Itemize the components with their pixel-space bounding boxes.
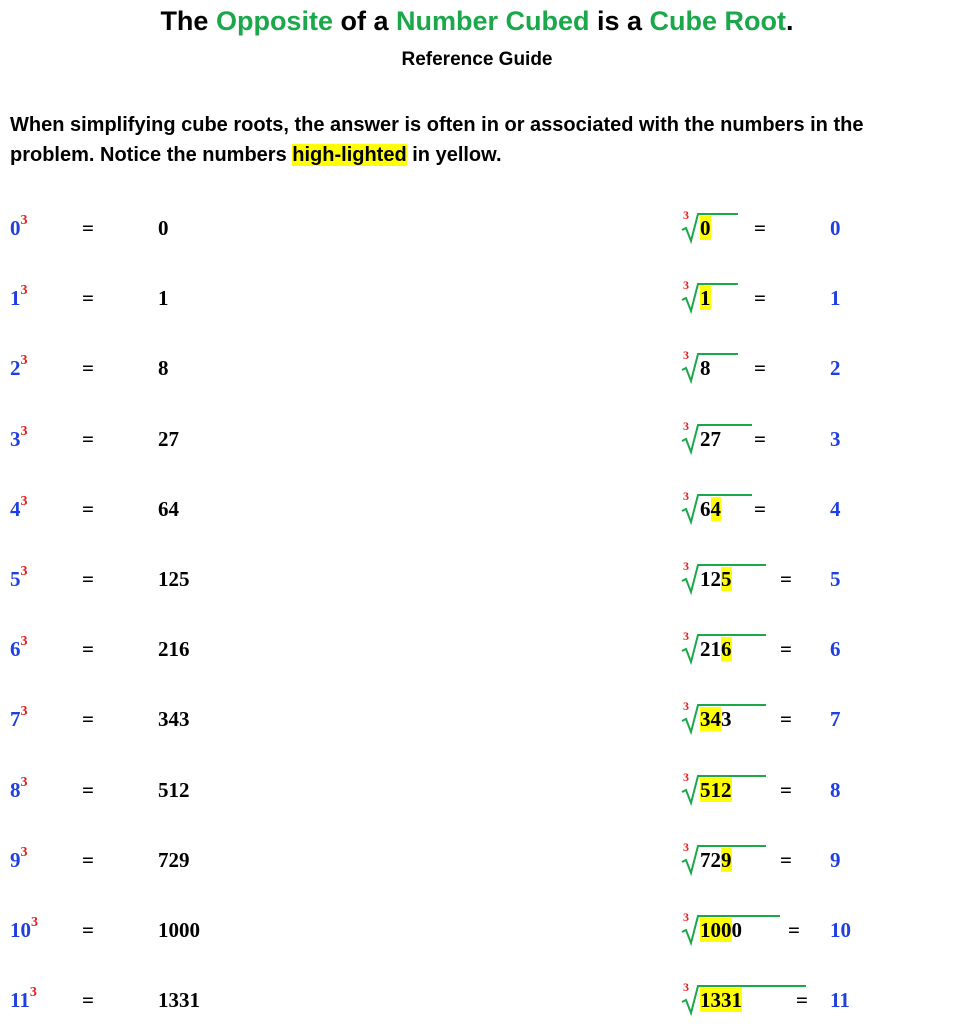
- radicand-plain-after: 0: [731, 918, 742, 942]
- table-row: [0, 208, 954, 256]
- cubed-expression: [10, 915, 38, 943]
- equals-sign: =: [754, 286, 766, 311]
- root-value: 9: [830, 847, 841, 872]
- cube-value: 0: [158, 216, 169, 240]
- cubed-expression: [10, 634, 28, 662]
- radicand-plain: 72: [700, 847, 721, 872]
- cubed-expression: [10, 493, 28, 522]
- radicand: [700, 427, 721, 452]
- base-number: 4: [10, 496, 21, 521]
- cube-value: 216: [158, 637, 190, 662]
- root-value: 10: [830, 918, 851, 942]
- exponent: 3: [20, 283, 28, 299]
- equals-sign: =: [82, 988, 94, 1013]
- exponent: 3: [20, 774, 28, 790]
- base-number: 5: [10, 567, 21, 591]
- radicand-highlight: 1331: [700, 988, 742, 1013]
- radicand: [700, 848, 732, 873]
- radicand: [700, 356, 711, 381]
- root-index: 3: [683, 418, 689, 433]
- radicand-highlight: 512: [700, 777, 732, 802]
- radicand-highlight: 100: [700, 918, 732, 942]
- cubed-expression: [10, 353, 28, 381]
- radicand-highlight: 5: [721, 567, 732, 591]
- equals-sign: =: [780, 567, 792, 591]
- root-value: 0: [830, 216, 841, 240]
- root-index: 3: [683, 488, 689, 503]
- equals-sign: =: [82, 637, 94, 662]
- cubed-expression: [10, 985, 37, 1013]
- table-row: [0, 559, 954, 607]
- exponent: 3: [20, 634, 28, 650]
- page-title: [0, 6, 954, 37]
- root-value: 1: [830, 286, 841, 311]
- equals-sign: =: [82, 356, 94, 381]
- page-subtitle: Reference Guide: [401, 49, 553, 70]
- root-index: 3: [683, 769, 689, 784]
- cubed-expression: [10, 774, 28, 803]
- radicand: [700, 216, 711, 241]
- base-number: 2: [10, 356, 21, 381]
- cube-value: 8: [158, 356, 169, 381]
- cube-value: 729: [158, 847, 190, 872]
- cube-value: 1331: [158, 988, 200, 1013]
- table-row: [0, 348, 954, 396]
- table-row: [0, 629, 954, 677]
- radicand-highlight: 4: [710, 496, 721, 521]
- root-value: 8: [830, 777, 841, 802]
- radicand-plain: 12: [700, 567, 721, 591]
- root-index: 3: [683, 208, 689, 222]
- radicand-highlight: 6: [721, 637, 732, 662]
- radicand-plain: 21: [700, 637, 721, 662]
- cube-value: 512: [158, 777, 190, 802]
- radicand: [700, 918, 742, 943]
- base-number: 10: [10, 918, 31, 942]
- exponent: 3: [20, 493, 28, 509]
- radicand-plain: 27: [700, 426, 721, 451]
- base-number: 3: [10, 426, 21, 451]
- cubed-expression: [10, 213, 28, 241]
- root-value: 2: [830, 356, 841, 381]
- cube-value: 1000: [158, 918, 200, 942]
- intro-highlight: high-lighted: [292, 144, 407, 166]
- exponent: 3: [29, 985, 37, 1001]
- root-index: 3: [683, 348, 689, 363]
- exponent: 3: [20, 704, 28, 720]
- radicand: [700, 286, 711, 311]
- exponent: 3: [20, 844, 28, 860]
- root-index: 3: [683, 559, 689, 573]
- title-part-3: of a: [332, 6, 396, 36]
- table-row: [0, 418, 954, 467]
- title-part-1: The: [160, 6, 216, 36]
- equals-sign: =: [754, 426, 766, 451]
- exponent: 3: [20, 213, 28, 228]
- radicand: [700, 567, 732, 592]
- cubed-expression: [10, 423, 28, 452]
- equals-sign: =: [754, 496, 766, 521]
- exponent: 3: [20, 564, 28, 579]
- root-value: 6: [830, 637, 841, 662]
- radicand-highlight: 34: [700, 707, 721, 732]
- equals-sign: =: [780, 777, 792, 802]
- intro-text-before: When simplifying cube roots, the answer is often in or associated with the numbers in the problem. Notice the numbers: [10, 114, 864, 166]
- exponent: 3: [20, 423, 28, 439]
- base-number: 0: [10, 216, 21, 240]
- equals-sign: =: [754, 356, 766, 381]
- cube-value: 64: [158, 496, 179, 521]
- radicand: [700, 637, 732, 662]
- title-part-opposite: Opposite: [215, 6, 333, 36]
- intro-paragraph: [10, 110, 950, 170]
- root-index: 3: [683, 278, 689, 293]
- base-number: 9: [10, 847, 21, 872]
- base-number: 1: [10, 286, 21, 311]
- equals-sign: =: [82, 847, 94, 872]
- equals-sign: =: [82, 777, 94, 802]
- table-row: [0, 980, 954, 1028]
- radicand-highlight: 9: [721, 847, 732, 872]
- radicand-highlight: 1: [700, 286, 711, 311]
- radicand-plain: 6: [700, 496, 711, 521]
- cubed-expression: [10, 283, 28, 311]
- exponent: 3: [20, 353, 28, 369]
- base-number: 8: [10, 777, 21, 802]
- title-part-cube-root: Cube Root: [649, 6, 787, 36]
- root-index: 3: [683, 910, 689, 924]
- equals-sign: =: [82, 496, 94, 521]
- radicand: [700, 988, 742, 1013]
- radicand-plain-after: 3: [721, 707, 732, 732]
- cube-value: 27: [158, 426, 179, 451]
- table-row: [0, 910, 954, 958]
- title-part-number-cubed: Number Cubed: [395, 6, 590, 36]
- intro-text-after: in yellow.: [406, 144, 502, 166]
- title-part-7: .: [786, 6, 794, 36]
- radicand: [700, 778, 732, 803]
- equals-sign: =: [788, 918, 800, 942]
- title-part-5: is a: [589, 6, 650, 36]
- table-row: [0, 488, 954, 537]
- table-row: [0, 699, 954, 747]
- radicand-plain: 8: [700, 356, 711, 381]
- table-row: [0, 769, 954, 818]
- equals-sign: =: [82, 426, 94, 451]
- radical-sign-icon: [680, 984, 806, 1016]
- equals-sign: =: [780, 847, 792, 872]
- exponent: 3: [31, 915, 38, 930]
- equals-sign: =: [754, 216, 766, 240]
- root-value: 7: [830, 707, 841, 732]
- radicand-highlight: 0: [700, 216, 711, 240]
- root-index: 3: [683, 629, 689, 644]
- table-row: [0, 839, 954, 888]
- base-number: 11: [10, 988, 30, 1013]
- equals-sign: =: [780, 637, 792, 662]
- equals-sign: =: [780, 707, 792, 732]
- base-number: 6: [10, 637, 21, 662]
- equals-sign: =: [82, 216, 94, 240]
- root-index: 3: [683, 980, 689, 995]
- cube-value: 1: [158, 286, 169, 311]
- root-index: 3: [683, 839, 689, 854]
- cube-value: 343: [158, 707, 190, 732]
- cubed-expression: [10, 704, 28, 732]
- equals-sign: =: [82, 918, 94, 942]
- root-value: 5: [830, 567, 841, 591]
- cubed-expression: [10, 564, 28, 592]
- equals-sign: =: [82, 286, 94, 311]
- equals-sign: =: [82, 707, 94, 732]
- cubed-expression: [10, 844, 28, 873]
- table-row: [0, 278, 954, 326]
- radicand: [700, 707, 732, 732]
- root-value: 4: [830, 496, 841, 521]
- equals-sign: =: [82, 567, 94, 591]
- radicand: [700, 497, 721, 522]
- root-value: 3: [830, 426, 841, 451]
- base-number: 7: [10, 707, 21, 732]
- cube-value: 125: [158, 567, 190, 591]
- root-value: 11: [830, 988, 850, 1013]
- root-index: 3: [683, 699, 689, 714]
- equals-sign: =: [796, 988, 808, 1013]
